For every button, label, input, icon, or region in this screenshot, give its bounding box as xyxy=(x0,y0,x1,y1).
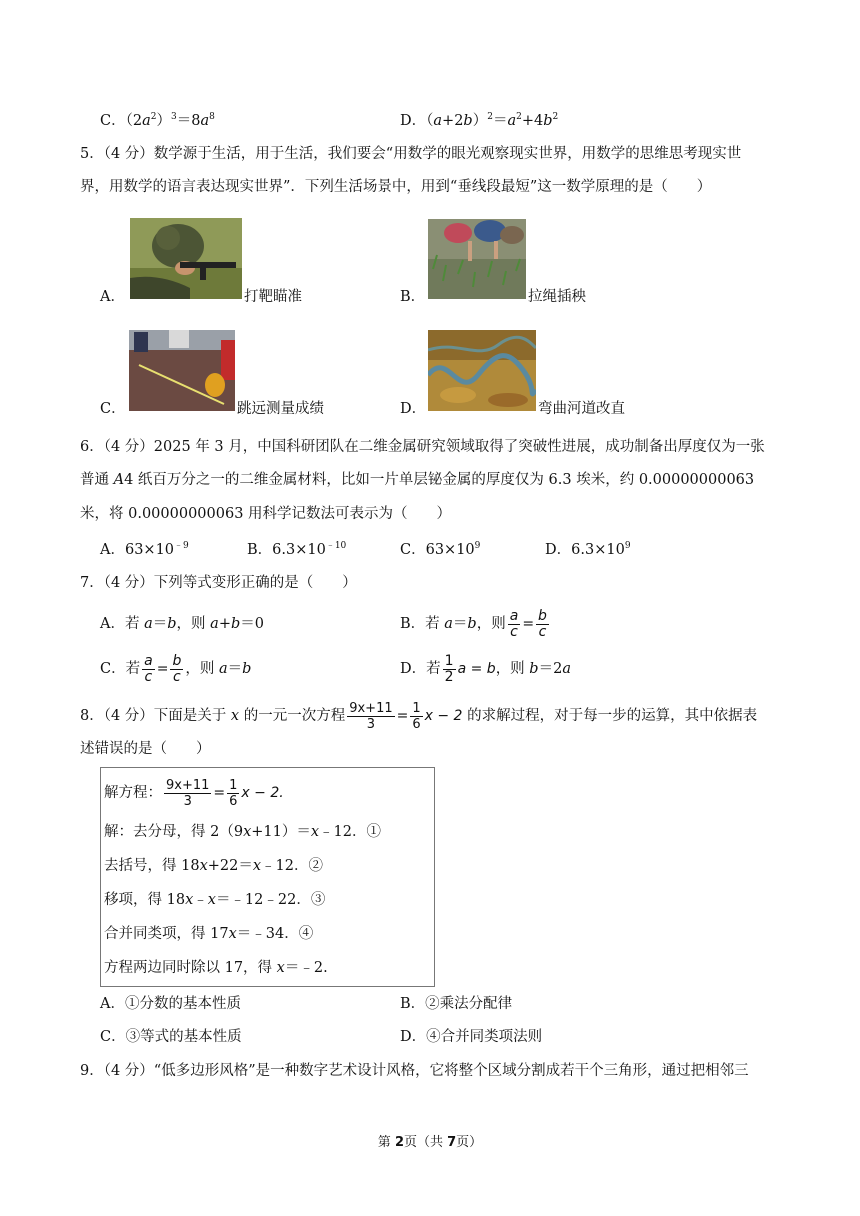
q8-box-step4: 合并同类项，得 17x＝﹣34．④ xyxy=(104,926,314,942)
page-footer: 第 2页（共 7页） xyxy=(377,1135,483,1150)
q5-option-d-label[interactable]: D． xyxy=(400,401,427,417)
q6-option-b[interactable]: B．$6.3\times 10^{﹣10}$ xyxy=(247,541,347,558)
soldier-aiming-photo xyxy=(130,218,242,299)
q7-option-a[interactable]: A．若 a＝b，则 a+b＝0 xyxy=(100,616,264,632)
q8-option-a[interactable]: A．①分数的基本性质 xyxy=(100,996,241,1012)
q8-option-c[interactable]: C．③等式的基本性质 xyxy=(100,1029,242,1045)
q6-stem-line1: 6．（4 分）2025 年 3 月，中国科研团队在二维金属研究领域取得了突破性进展，成功制备出厚度仅为一张 xyxy=(80,439,765,455)
q4-option-d[interactable]: D．$(a+2b)^2=a^2+4b^2$ xyxy=(400,112,559,129)
q6-option-a[interactable]: A．$63\times 10^{﹣9}$ xyxy=(100,541,189,558)
q7-stem: 7．（4 分）下列等式变形正确的是（ ） xyxy=(80,575,357,591)
q5-option-c-caption: 跳远测量成绩 xyxy=(237,401,324,417)
q7-option-d[interactable]: D．若 $\frac{1}{2}$ a = b，则 b＝2a xyxy=(400,652,571,685)
q5-option-a-label[interactable]: A． xyxy=(100,289,125,305)
q6-stem-line3: 米，将 0.00000000063 用科学记数法可表示为（ ） xyxy=(80,506,452,522)
q5-option-c-label[interactable]: C． xyxy=(100,401,126,417)
long-jump-measuring-photo xyxy=(129,330,235,411)
q6-stem-line2: 普通 A4 纸百万分之一的二维金属材料，比如一片单层铋金属的厚度仅为 6.3 埃米，约 0.00000000063 xyxy=(80,472,755,488)
q8-box-step3: 移项，得 18x﹣x＝﹣12﹣22．③ xyxy=(104,892,326,908)
q8-box-step2: 去括号，得 18x+22＝x﹣12．② xyxy=(104,858,323,874)
q5-option-a-caption: 打靶瞄准 xyxy=(244,289,302,305)
q6-option-d[interactable]: D．$6.3\times 10^9$ xyxy=(545,541,631,558)
q5-option-b-caption: 拉绳插秧 xyxy=(528,289,586,305)
q5-stem-line1: 5．（4 分）数学源于生活，用于生活，我们要会“用数学的眼光观察现实世界，用数学的思维思考现实世 xyxy=(80,146,742,162)
q4-option-c[interactable]: C．$(2a^2)^3=8a^8$ xyxy=(100,112,215,129)
q8-box-step1: 解：去分母，得 2（9x+11）＝x﹣12．① xyxy=(104,824,381,840)
q8-stem-line2: 述错误的是（ ） xyxy=(80,741,211,757)
q8-option-d[interactable]: D．④合并同类项法则 xyxy=(400,1029,543,1045)
q8-option-b[interactable]: B．②乘法分配律 xyxy=(400,996,513,1012)
q5-stem-line2: 界，用数学的语言表达现实世界”．下列生活场景中，用到“垂线段最短”这一数学原理的是（ ） xyxy=(80,179,712,195)
q8-box-equation: 解方程： $\frac{9x+11}{3}$ = $\frac{1}{6}$ x − 2. xyxy=(104,777,284,809)
q8-stem-line1: 8．（4 分）下面是关于 x 的一元一次方程 $\frac{9x+11}{3}$ = $\frac{1}{6}$ x − 2 的求解过程，对于每一步的运算，其中依据表 xyxy=(80,700,758,732)
q5-option-d-caption: 弯曲河道改直 xyxy=(538,401,625,417)
q9-stem-line1: 9．（4 分）“低多边形风格”是一种数字艺术设计风格，它将整个区域分割成若干个三角形，通过把相邻三 xyxy=(80,1063,749,1079)
q8-box-step5: 方程两边同时除以 17，得 x＝﹣2. xyxy=(104,960,328,976)
q5-option-b-label[interactable]: B． xyxy=(400,289,426,305)
q7-option-c[interactable]: C．若 $\frac{a}{c}$ = $\frac{b}{c}$ ，则 a＝b xyxy=(100,652,252,685)
rice-planting-photo xyxy=(428,219,526,299)
winding-river-photo xyxy=(428,330,536,411)
q7-option-b[interactable]: B．若 a＝b，则 $\frac{a}{c}$ = $\frac{b}{c}$ xyxy=(400,607,547,640)
q6-option-c[interactable]: C．$63\times 10^9$ xyxy=(400,541,481,558)
